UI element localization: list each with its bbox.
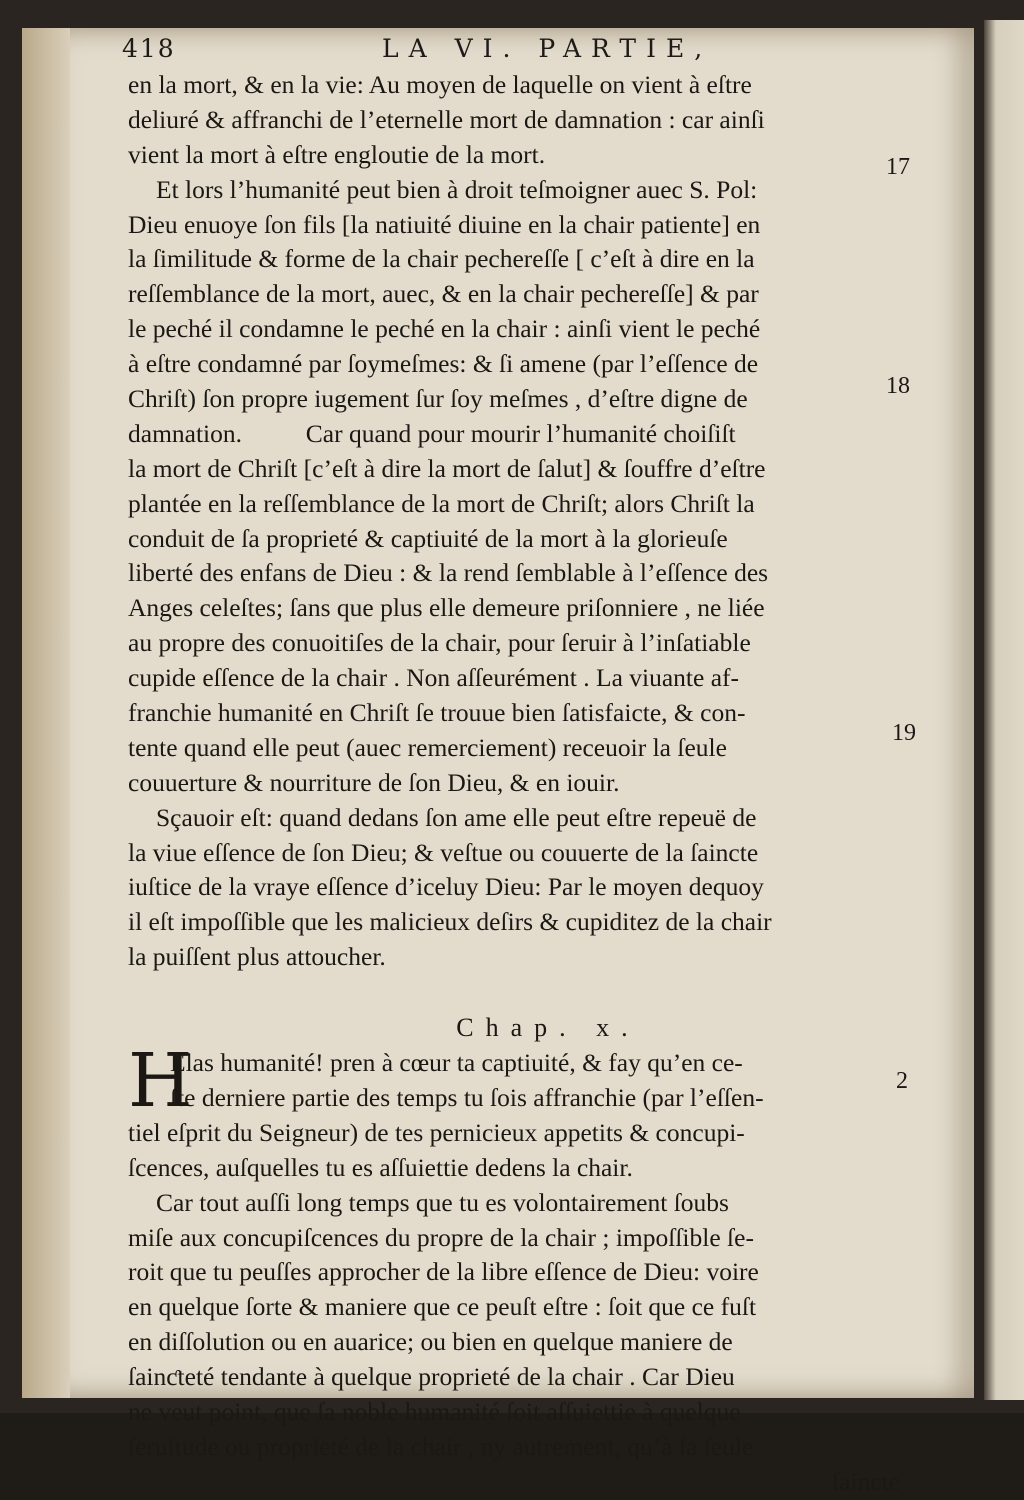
text-line: ſte derniere partie des temps tu ſois affranchie (par l’eſſen- bbox=[170, 1082, 764, 1112]
chapter-heading: Chap. x. bbox=[456, 1013, 640, 1043]
verse-number: 19 bbox=[892, 720, 916, 746]
text-line: au propre des conuoitiſes de la chair, pour ſeruir à l’inſatiable bbox=[128, 628, 751, 658]
text-line: tiel eſprit du Seigneur) de tes pernicieux appetits & concupi- bbox=[128, 1117, 745, 1147]
catchword: ſaincte bbox=[832, 1466, 900, 1496]
text-line: iuſtice de la vraye eſſence d’iceluy Dieu: Par le moyen dequoy bbox=[128, 872, 764, 902]
verse-number: 17 bbox=[886, 154, 910, 180]
text-line: le peché il condamne le peché en la chair : ainſi vient le peché bbox=[128, 314, 761, 344]
text-line: la puiſſent plus attoucher. bbox=[128, 942, 386, 972]
facing-page-edge bbox=[984, 20, 1024, 1400]
text-line: cupide eſſence de la chair . Non aſſeurément . La viuante af- bbox=[128, 663, 739, 693]
text-line: à eſtre condamné par ſoymeſmes: & ſi amene (par l’eſſence de bbox=[128, 349, 759, 379]
text-line: plantée en la reſſemblance de la mort de Chriſt; alors Chriſt la bbox=[128, 488, 755, 518]
text-line: la viue eſſence de ſon Dieu; & veſtue ou couuerte de la ſaincte bbox=[128, 837, 759, 867]
text-line: ne veut point, que ſa noble humanité ſoit aſſuiettie à quelque bbox=[128, 1396, 741, 1426]
verse-number: 2 bbox=[896, 1068, 908, 1094]
drop-capital: H bbox=[128, 1038, 193, 1125]
page-gutter bbox=[22, 28, 70, 1398]
text-line: en la mort, & en la vie: Au moyen de laquelle on vient à eſtre bbox=[128, 70, 752, 99]
text-line: miſe aux concupiſcences du propre de la chair ; impoſſible ſe- bbox=[128, 1222, 754, 1252]
text-line: conduit de ſa proprieté & captiuité de la mort à la glorieuſe bbox=[128, 523, 728, 553]
text-line: Et lors l’humanité peut bien à droit teſmoigner auec S. Pol: bbox=[156, 174, 758, 204]
verse-number: 18 bbox=[886, 373, 910, 399]
folio-number: 418 bbox=[122, 34, 176, 63]
text-line: il eſt impoſſible que les malicieux deſirs & cupiditez de la chair bbox=[128, 907, 772, 937]
text-line: Car tout auſſi long temps que tu es volontairement ſoubs bbox=[156, 1187, 729, 1217]
text-line: deliuré & affranchi de l’eternelle mort de damnation : car ainſi bbox=[128, 104, 765, 134]
text-line: vient la mort à eſtre engloutie de la mort. bbox=[128, 139, 546, 169]
text-line: Sçauoir eſt: quand dedans ſon ame elle peut eſtre repeuë de bbox=[156, 802, 757, 832]
text-line: en quelque ſorte & maniere que ce peuſt eſtre : ſoit que ce fuſt bbox=[128, 1292, 757, 1322]
text-line: tente quand elle peut (auec remerciement) receuoir la ſeule bbox=[128, 732, 727, 762]
text-line: ſainƈteté tendante à quelque proprieté de la chair . Car Dieu bbox=[128, 1362, 735, 1392]
text-line: damnation. Car quand pour mourir l’humanité choiſiſt bbox=[128, 418, 736, 448]
page-header bbox=[122, 34, 902, 68]
body-text bbox=[128, 68, 908, 1500]
text-line: liberté des enfans de Dieu : & la rend ſemblable à l’eſſence des bbox=[128, 558, 769, 588]
text-line: franchie humanité en Chriſt ſe trouue bien ſatisfaicte, & con- bbox=[128, 698, 746, 728]
text-line: Dieu enuoye ſon fils [la natiuité diuine en la chair patiente] en bbox=[128, 209, 761, 239]
text-line: Chriſt) ſon propre iugement ſur ſoy meſmes , d’eſtre digne de bbox=[128, 384, 748, 414]
text-line: la ſimilitude & forme de la chair pechereſſe [ c’eſt à dire en la bbox=[128, 244, 755, 274]
text-line: couuerture & nourriture de ſon Dieu, & en iouir. bbox=[128, 767, 620, 797]
text-line: Anges celeſtes; ſans que plus elle demeure priſonniere , ne liée bbox=[128, 593, 765, 623]
text-line: ſcences, auſquelles tu es aſſuiettie dedens la chair. bbox=[128, 1152, 633, 1182]
text-line: Elas humanité! pren à cœur ta captiuité, & fay qu’en ce- bbox=[170, 1048, 743, 1078]
text-line: reſſemblance de la mort, auec, & en la chair pechereſſe] & par bbox=[128, 279, 759, 309]
text-line: en diſſolution ou en auarice; ou bien en quelque maniere de bbox=[128, 1327, 733, 1357]
text-line: roit que tu peuſſes approcher de la libre eſſence de Dieu: voire bbox=[128, 1257, 759, 1287]
text-line: ſeruitude ou proprieté de la chair , ny autrement, qu’à ſa ſeule bbox=[128, 1431, 754, 1461]
text-line: la mort de Chriſt [c’eſt à dire la mort de ſalut] & ſouffre d’eſtre bbox=[128, 453, 766, 483]
section-gap bbox=[128, 975, 908, 1011]
running-title: LA VI. PARTIE, bbox=[382, 34, 713, 63]
